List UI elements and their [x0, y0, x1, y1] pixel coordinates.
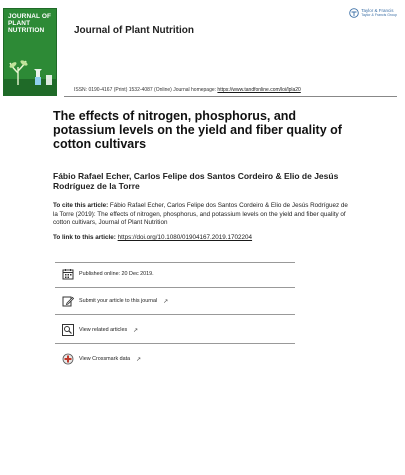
cover-line-1: JOURNAL OF: [8, 13, 52, 20]
meta-divider: [55, 314, 295, 315]
cover-illustration-icon: [4, 45, 57, 95]
crossmark-link[interactable]: [62, 353, 141, 365]
meta-divider: [55, 262, 295, 263]
cover-line-3: NUTRITION: [8, 27, 45, 34]
citation-label: To cite this article:: [53, 202, 109, 209]
article-link-row: [53, 234, 353, 241]
published-online-row: [62, 268, 154, 280]
meta-divider: [55, 287, 295, 288]
taylor-francis-logo-icon: [349, 8, 359, 18]
external-link-icon: ↗: [133, 327, 139, 334]
citation-text: Fábio Rafael Echer, Carlos Felipe dos Santos Cordeiro & Elio de Jesús Rodríguez de la Torre (2019): The effects of nitrogen, phosphorus, and potassium levels on the yield and fiber quality of cotton cultivars, Journal of Plant Nutrition: [53, 202, 348, 226]
published-online-text: Published online: 20 Dec 2019.: [79, 271, 154, 277]
related-articles-link[interactable]: [62, 324, 138, 336]
submit-article-link[interactable]: [62, 295, 168, 307]
article-title: The effects of nitrogen, phosphorus, and potassium levels on the yield and fiber quality of cotton cultivars: [53, 109, 342, 151]
related-articles-icon: [62, 324, 74, 336]
external-link-icon: ↗: [136, 356, 142, 363]
header-divider: [64, 96, 397, 97]
journal-homepage-link[interactable]: https://www.tandfonline.com/loi/lpla20: [217, 87, 301, 93]
crossmark-text: View Crossmark data: [79, 356, 131, 362]
publisher-name: Taylor & Francis: [361, 8, 394, 13]
citation-block: [53, 202, 353, 228]
cover-line-2: PLANT: [8, 20, 31, 27]
meta-divider: [55, 343, 295, 344]
journal-title[interactable]: Journal of Plant Nutrition: [74, 25, 194, 36]
issn-line: [74, 87, 301, 93]
related-articles-text: View related articles: [79, 327, 128, 333]
crossmark-icon: [62, 353, 74, 365]
submit-article-text: Submit your article to this journal: [79, 298, 158, 304]
publisher-logo: [349, 8, 397, 18]
calendar-icon: [62, 268, 74, 280]
edit-icon: [62, 295, 74, 307]
article-authors: Fábio Rafael Echer, Carlos Felipe dos Santos Cordeiro & Elio de Jesús Rodríguez de la Torre: [53, 171, 339, 191]
article-doi-link[interactable]: https://doi.org/10.1080/01904167.2019.1702204: [117, 234, 253, 241]
article-link-label: To link to this article:: [53, 234, 118, 241]
issn-text: ISSN: 0190-4167 (Print) 1532-4087 (Online) Journal homepage:: [74, 87, 218, 93]
external-link-icon: ↗: [163, 298, 169, 305]
journal-cover: [3, 8, 57, 96]
publisher-group: Taylor & Francis Group: [361, 13, 397, 17]
